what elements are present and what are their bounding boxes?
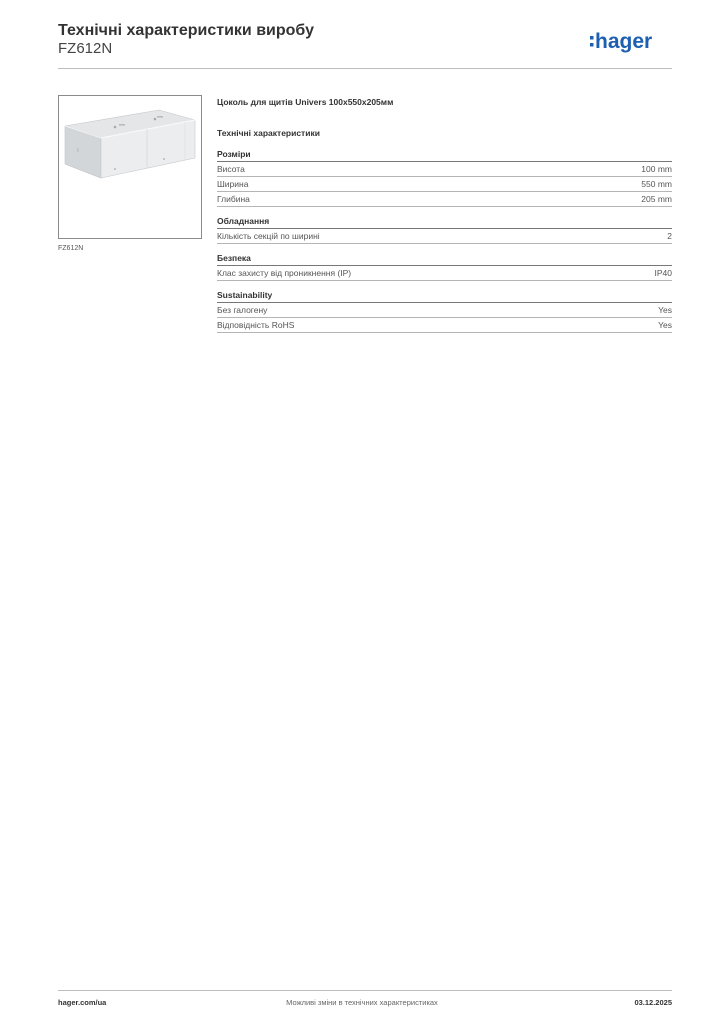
spec-group-title: Обладнання	[217, 215, 672, 229]
spec-group-title: Sustainability	[217, 289, 672, 303]
product-title: Цоколь для щитів Univers 100x550x205мм	[217, 97, 394, 107]
spec-row	[217, 229, 672, 244]
spec-value: 205 mm	[641, 194, 672, 204]
hager-logo	[590, 28, 672, 56]
spec-row	[217, 266, 672, 281]
spec-value: Yes	[658, 305, 672, 315]
spec-label: Кількість секцій по ширині	[217, 231, 320, 241]
spec-row	[217, 318, 672, 333]
specs-section-title: Технічні характеристики	[217, 128, 320, 138]
spec-row	[217, 162, 672, 177]
product-image	[58, 95, 202, 239]
document-title: Технічні характеристики виробу	[58, 22, 314, 39]
spec-group-sustainability	[217, 289, 672, 333]
spec-group-title: Розміри	[217, 148, 672, 162]
spec-row	[217, 192, 672, 207]
image-caption: FZ612N	[58, 245, 84, 252]
spec-row	[217, 177, 672, 192]
specifications	[217, 95, 672, 333]
spec-label: Без галогену	[217, 305, 268, 315]
spec-group-equipment	[217, 215, 672, 244]
spec-label: Глибина	[217, 194, 250, 204]
footer-date: 03.12.2025	[634, 998, 672, 1007]
spec-value: 2	[667, 231, 672, 241]
spec-group-dimensions	[217, 148, 672, 207]
plinth-illustration	[59, 96, 201, 238]
page-header	[58, 20, 672, 68]
spec-label: Відповідність RoHS	[217, 320, 295, 330]
spec-row	[217, 303, 672, 318]
spec-group-title: Безпека	[217, 252, 672, 266]
logo-text: hager	[595, 30, 653, 53]
footer-divider	[58, 990, 672, 991]
spec-label: Клас захисту від проникнення (IP)	[217, 268, 352, 278]
spec-value: 550 mm	[641, 179, 672, 189]
spec-label: Ширина	[217, 179, 249, 189]
spec-value: Yes	[658, 320, 672, 330]
product-code: FZ612N	[58, 40, 113, 57]
header-divider	[58, 68, 672, 69]
spec-group-safety	[217, 252, 672, 281]
footer-note: Можливі зміни в технічних характеристиках	[286, 998, 438, 1007]
spec-value: 100 mm	[641, 164, 672, 174]
spec-value: IP40	[654, 268, 672, 278]
footer-website-link[interactable]: hager.com/ua	[58, 998, 107, 1007]
spec-label: Висота	[217, 164, 245, 174]
